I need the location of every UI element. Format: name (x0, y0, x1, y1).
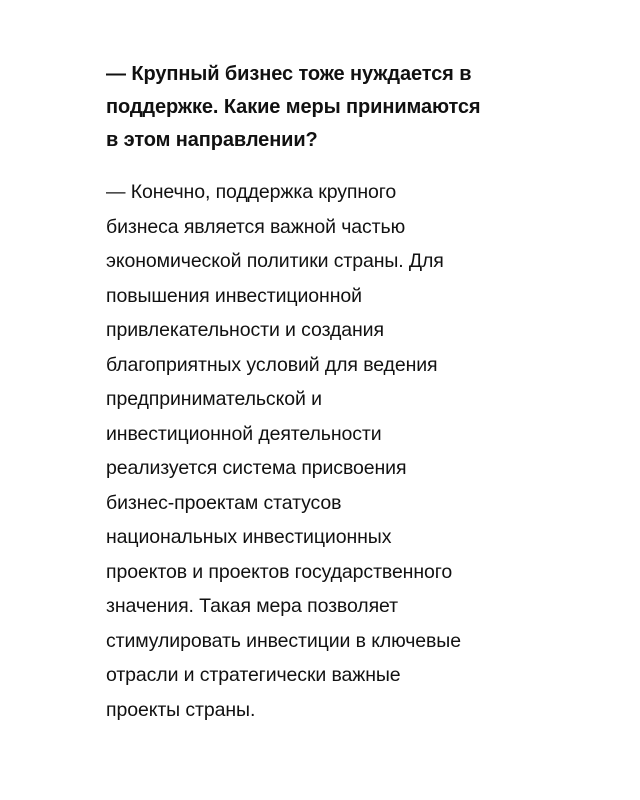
answer-line: отрасли и стратегически важные (106, 664, 401, 686)
answer-line: повышения инвестиционной (106, 284, 362, 307)
answer-line: экономической политики страны. Для (106, 250, 444, 272)
answer-line: стимулировать инвестиции в ключевые (106, 629, 461, 652)
question-line: — Крупный бизнес тоже нуждается в (106, 63, 472, 85)
question-line: в этом направлении? (106, 129, 318, 151)
answer-line: — Конечно, поддержка крупного (106, 181, 397, 203)
answer-line: привлекательности и создания (106, 319, 384, 341)
answer-line: инвестиционной деятельности (106, 422, 382, 445)
answer-line: бизнеса является важной частью (106, 215, 406, 238)
answer-line: значения. Такая мера позволяет (106, 595, 398, 617)
interview-article (106, 58, 546, 727)
answer-line: проекты страны. (106, 698, 256, 721)
answer-line: благоприятных условий для ведения (106, 353, 438, 376)
answer-line: реализуется система присвоения (106, 457, 407, 479)
interview-answer (106, 175, 546, 727)
answer-line: бизнес-проектам статусов (106, 491, 342, 514)
interview-question (106, 58, 546, 157)
question-line: поддержке. Какие меры принимаются (106, 96, 481, 118)
answer-line: национальных инвестиционных (106, 526, 392, 548)
answer-line: проектов и проектов государственного (106, 560, 453, 583)
answer-line: предпринимательской и (106, 388, 322, 410)
